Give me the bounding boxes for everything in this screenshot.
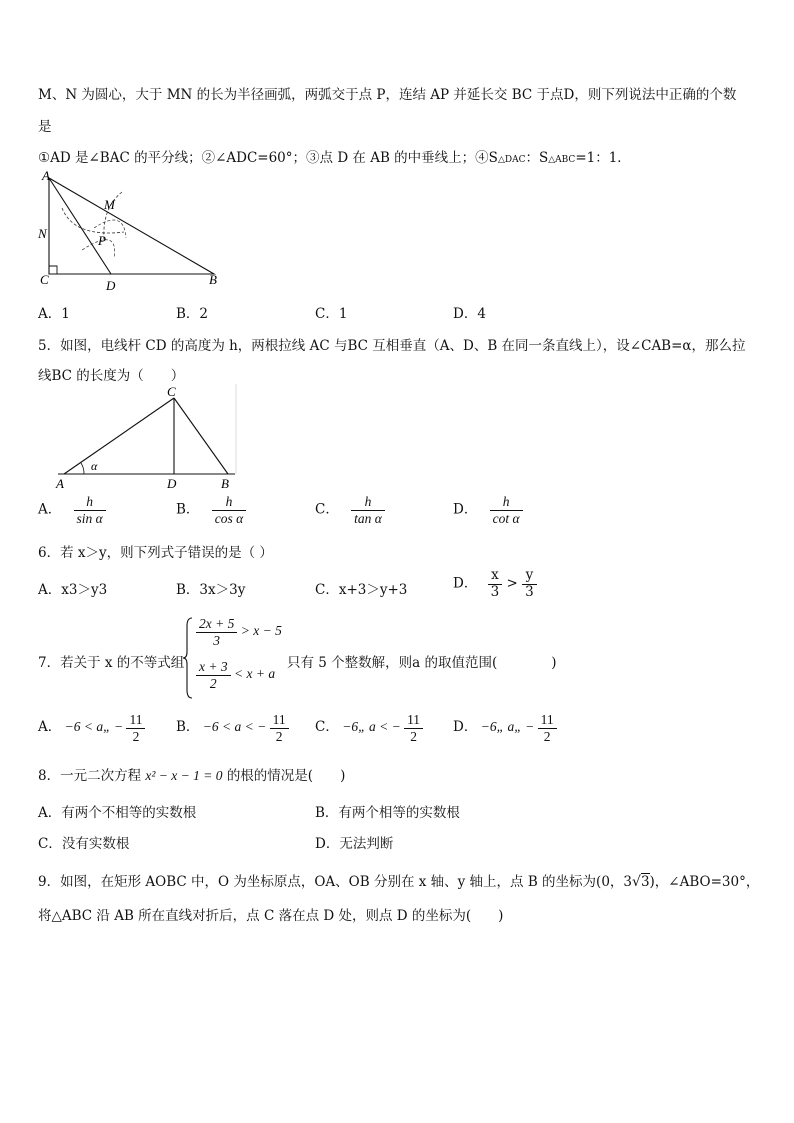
q7-option-b-den: 2 xyxy=(270,728,289,745)
q7-option-d xyxy=(453,712,557,744)
q5-option-d xyxy=(453,494,523,526)
q5-option-c xyxy=(315,494,385,526)
q9-line1: 9．如图，在矩形 AOBC 中，O 为坐标原点，OA、OB 分别在 x 轴、y 轴上，点 B 的坐标为(0，3√3)，∠ABO=30°， xyxy=(38,874,760,890)
q4-statements xyxy=(38,146,631,166)
q7-stem-a: 7．若关于 x 的不等式组 xyxy=(38,655,185,671)
q4-label-P: P xyxy=(98,233,106,248)
q9-sqrt-value: 3 xyxy=(640,874,650,890)
q5-option-b-den: cos α xyxy=(214,510,244,526)
q4-line2: 是 xyxy=(38,119,52,135)
q6-option-d-right-den: 3 xyxy=(525,583,534,600)
q7-option-c xyxy=(315,712,423,744)
q4-sub-abc: △ABC xyxy=(548,155,576,165)
q8-equation: x² − x − 1 = 0 xyxy=(145,768,223,783)
q7-option-a xyxy=(38,712,145,744)
q7-option-d-den: 2 xyxy=(538,728,557,745)
q6-option-d xyxy=(453,568,537,600)
q7-option-c-letter: C． xyxy=(315,719,339,736)
q8-stem-a: 8．一元二次方程 xyxy=(38,768,142,784)
q6-option-d-letter: D． xyxy=(453,575,478,592)
q7-ineq1-num: 2x + 5 xyxy=(196,616,237,633)
q6-stem: 6．若 x＞y，则下列式子错误的是（ ） xyxy=(38,545,273,561)
q4-label-M: M xyxy=(104,197,115,212)
q6-option-b: B．3x＞3y xyxy=(176,582,246,598)
q7-option-b-pre: −6 < a < − xyxy=(202,719,267,735)
q6-option-d-left-den: 3 xyxy=(490,583,500,600)
q7-option-a-pre: −6 < a„ − xyxy=(64,719,124,735)
q7-inequality-2 xyxy=(196,659,275,691)
q7-stem-b: 只有 5 个整数解，则a 的取值范围( ) xyxy=(287,655,557,671)
q7-option-b xyxy=(176,712,289,744)
q7-option-a-letter: A． xyxy=(38,719,62,736)
q7-option-d-num: 11 xyxy=(540,712,554,727)
q9-line2: 将△ABC 沿 AB 所在直线对折后，点 C 落在点 D 处，则点 D 的坐标为( ) xyxy=(38,908,504,924)
q5-option-b-letter: B． xyxy=(176,501,200,518)
q7-inequality-1 xyxy=(196,616,282,648)
q8-stem-b: 的根的情况是( ) xyxy=(226,768,346,784)
q5-label-C: C xyxy=(167,384,176,399)
q7-option-c-pre: −6„ a < − xyxy=(342,719,401,735)
q4-label-A: A xyxy=(42,168,50,183)
q7-option-d-pre: −6„ a„ − xyxy=(480,719,535,735)
q4-label-B: B xyxy=(209,272,217,287)
q5-stem-line2: 线BC 的长度为（ ） xyxy=(38,368,185,384)
q9-line1-b: )，∠ABO=30°， xyxy=(649,874,760,890)
q4-line1: M、N 为圆心，大于 MN 的长为半径画弧，两弧交于点 P，连结 AP 并延长交 BC 于点D，则下列说法中正确的个数 xyxy=(38,87,737,103)
q5-label-B: B xyxy=(221,476,229,491)
q6-option-d-right-num: y xyxy=(522,568,537,585)
q9-line1-a: 9．如图，在矩形 AOBC 中，O 为坐标原点，OA、OB 分别在 x 轴、y 轴上，点 B 的坐标为(0，3 xyxy=(38,874,633,890)
q4-label-D: D xyxy=(106,278,116,293)
q6-option-c: C．x+3＞y+3 xyxy=(315,582,408,598)
q4-statements-end: =1：1． xyxy=(575,150,631,166)
q7-option-c-den: 2 xyxy=(404,728,423,745)
q7-option-d-letter: D． xyxy=(453,719,478,736)
q6-option-d-op: > xyxy=(506,575,518,592)
q5-stem-line1: 5．如图，电线杆 CD 的高度为 h，两根拉线 AC 与BC 互相垂直（A、D、B 在同一条直线上），设∠CAB=α，那么拉 xyxy=(38,338,746,354)
q5-option-a-den: sin α xyxy=(76,510,103,526)
q7-ineq1-den: 3 xyxy=(213,632,221,648)
q5-option-c-den: tan α xyxy=(354,510,382,526)
q7-brace xyxy=(182,616,194,700)
q4-option-b: B．2 xyxy=(176,306,209,322)
q5-option-a-letter: A． xyxy=(38,501,62,518)
q5-label-alpha: α xyxy=(91,459,98,473)
q7-option-c-num: 11 xyxy=(407,712,421,727)
q8-option-c: C．没有实数根 xyxy=(38,836,130,852)
q7-option-b-letter: B． xyxy=(176,719,200,736)
q8-option-d: D．无法判断 xyxy=(315,836,394,852)
q5-option-d-letter: D． xyxy=(453,501,478,518)
q5-option-a-num: h xyxy=(74,494,106,511)
q8-option-a: A．有两个不相等的实数根 xyxy=(38,805,197,821)
q4-statements-mid: ：S xyxy=(525,150,549,166)
q6-option-a: A．x3＞y3 xyxy=(38,582,108,598)
q5-option-b-num: h xyxy=(212,494,246,511)
q4-option-c: C．1 xyxy=(315,306,348,322)
q4-option-d: D．4 xyxy=(453,306,486,322)
q5-option-c-letter: C． xyxy=(315,501,339,518)
q6-option-d-left-num: x xyxy=(488,568,503,585)
q5-label-A: A xyxy=(56,476,64,491)
q7-ineq2-num: x + 3 xyxy=(196,659,231,676)
q4-figure xyxy=(34,168,234,293)
q5-figure xyxy=(50,384,245,494)
q4-sub-dac: △DAC xyxy=(497,155,526,165)
q5-option-d-den: cot α xyxy=(492,510,520,526)
q5-option-c-num: h xyxy=(351,494,385,511)
q7-option-b-num: 11 xyxy=(272,712,286,727)
q8-stem xyxy=(38,764,345,784)
q7-ineq2-den: 2 xyxy=(209,675,217,691)
q7-ineq2-rest: < x + a xyxy=(233,666,276,682)
q4-statements-text: ①AD 是∠BAC 的平分线；②∠ADC=60°；③点 D 在 AB 的中垂线上；④S xyxy=(38,150,498,166)
q7-ineq1-rest: > x − 5 xyxy=(240,623,282,639)
q4-label-C: C xyxy=(40,272,49,287)
q8-option-b: B．有两个相等的实数根 xyxy=(315,805,460,821)
q5-label-D: D xyxy=(167,476,177,491)
q7-option-a-num: 11 xyxy=(129,712,143,727)
q5-option-b xyxy=(176,494,246,526)
q4-option-a: A．1 xyxy=(38,306,70,322)
q4-label-N: N xyxy=(38,226,47,241)
q7-option-a-den: 2 xyxy=(126,728,145,745)
q5-option-d-num: h xyxy=(490,494,523,511)
q5-option-a xyxy=(38,494,106,526)
